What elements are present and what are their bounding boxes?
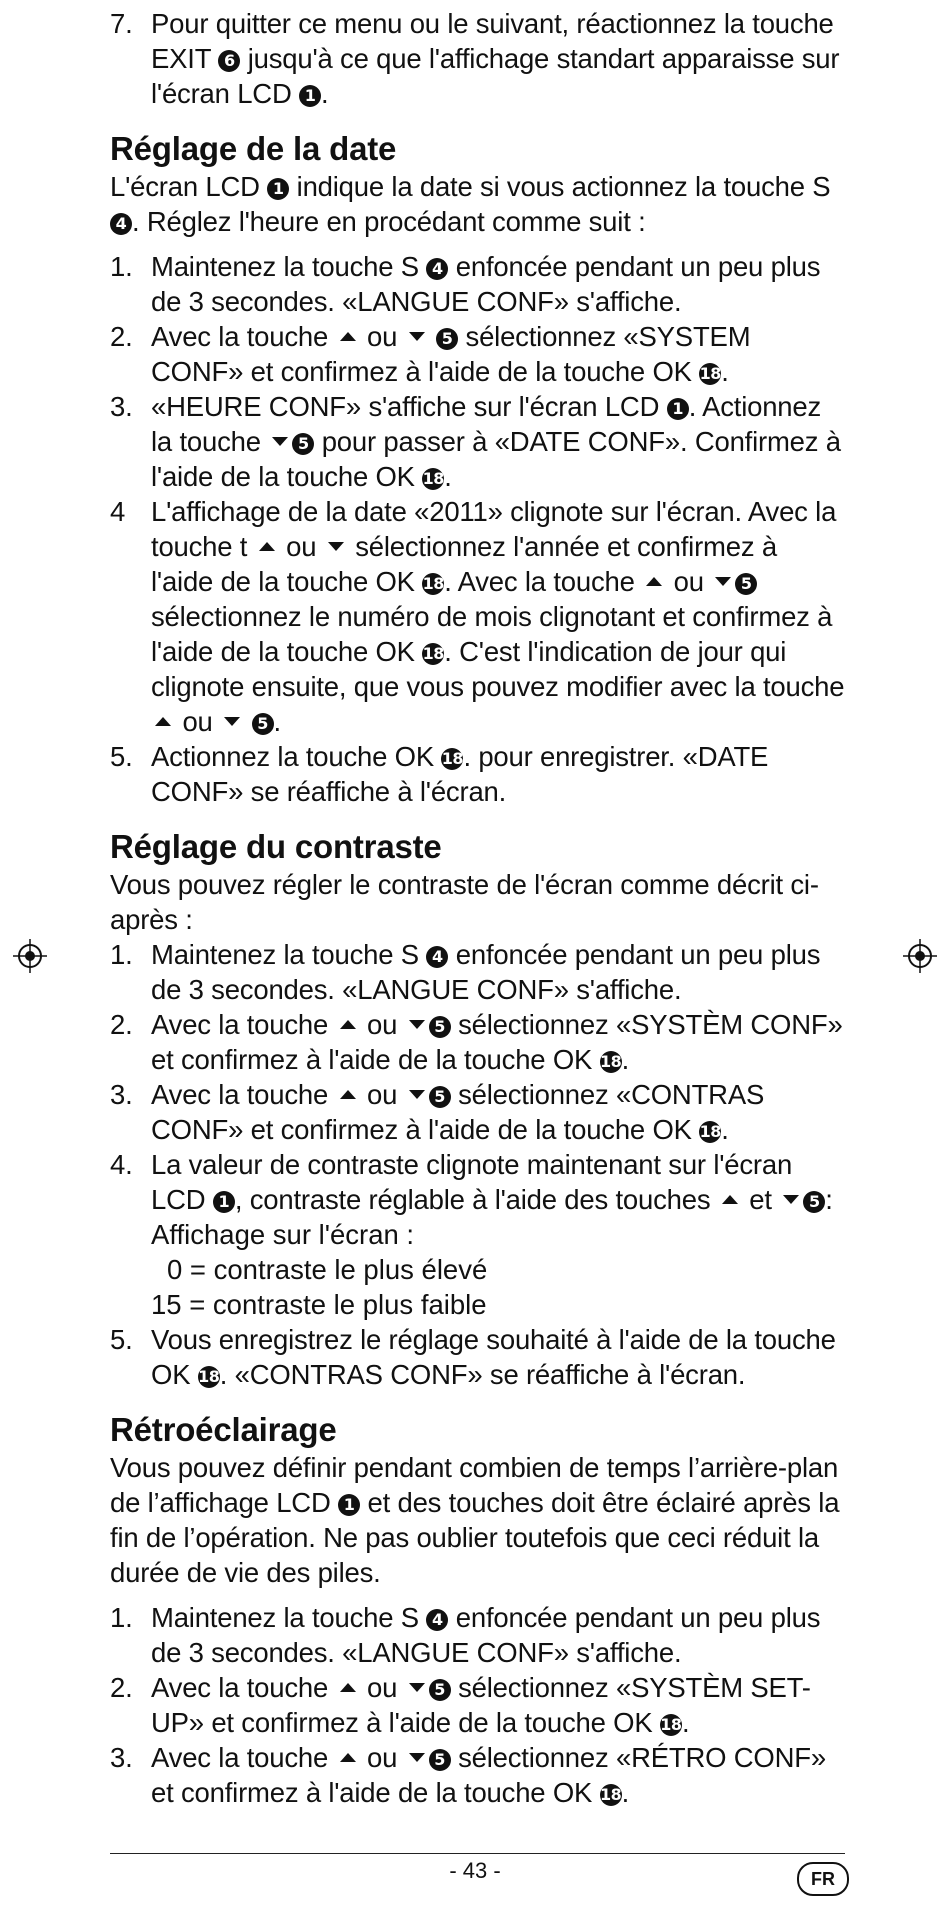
- list-item: 5. Actionnez la touche OK 18. pour enregistrer. «DATE CONF» se réaffiche à l'écran.: [110, 741, 769, 807]
- up-triangle-icon: [340, 1090, 356, 1099]
- callout-number-icon: 18: [422, 469, 444, 488]
- down-triangle-icon: [272, 437, 288, 446]
- manual-page: [110, 6, 845, 1810]
- up-triangle-icon: [340, 332, 356, 341]
- callout-number-icon: 5: [429, 1749, 451, 1771]
- contrast-value-high: 0 = contraste le plus élevé: [167, 1254, 488, 1285]
- registration-mark-icon: [12, 938, 48, 974]
- paragraph: Vous pouvez définir pendant combien de temps l’arrière-plan de l’affichage LCD 1 et des touches doit être éclairé après la fin de l’opération. Ne pas oublier toutefois que ceci réduit la durée de vie des piles.: [110, 1452, 840, 1588]
- footer-divider: [110, 1853, 845, 1854]
- callout-number-icon: 18: [198, 1367, 220, 1386]
- callout-number-icon: 5: [803, 1191, 825, 1213]
- list-item: 1. Maintenez la touche S 4 enfoncée pendant un peu plus de 3 secondes. «LANGUE CONF» s'affiche.: [110, 1602, 821, 1668]
- callout-number-icon: 6: [218, 50, 240, 72]
- callout-number-icon: 4: [426, 946, 448, 968]
- contrast-value-low: 15 = contraste le plus faible: [151, 1289, 487, 1320]
- language-badge: FR: [797, 1862, 849, 1896]
- up-triangle-icon: [340, 1753, 356, 1762]
- callout-number-icon: 4: [426, 1609, 448, 1631]
- callout-number-icon: 5: [436, 328, 458, 350]
- list-item: 3. «HEURE CONF» s'affiche sur l'écran LCD 1 . Actionnez la touche 5 pour passer à «DATE CONF». Confirmez à l'aide de la touche OK 18.: [110, 391, 841, 492]
- up-triangle-icon: [340, 1683, 356, 1692]
- list-item: 2. Avec la touche ou 5 sélectionnez «SYSTÈM SET-UP» et confirmez à l'aide de la touche OK 18.: [110, 1672, 811, 1738]
- list-item: 1. Maintenez la touche S 4 enfoncée pendant un peu plus de 3 secondes. «LANGUE CONF» s'affiche.: [110, 251, 821, 317]
- up-triangle-icon: [722, 1195, 738, 1204]
- down-triangle-icon: [409, 1683, 425, 1692]
- callout-number-icon: 1: [338, 1494, 360, 1516]
- down-triangle-icon: [409, 332, 425, 341]
- up-triangle-icon: [259, 542, 275, 551]
- list-item: 4. La valeur de contraste clignote maintenant sur l'écran LCD 1 , contraste réglable à l'aide des touches et 5 :: [110, 1149, 833, 1215]
- callout-number-icon: 5: [252, 713, 274, 735]
- list-item: 1. Maintenez la touche S 4 enfoncée pendant un peu plus de 3 secondes. «LANGUE CONF» s'affiche.: [110, 939, 821, 1005]
- list-item: 3. Avec la touche ou 5 sélectionnez «CONTRAS CONF» et confirmez à l'aide de la touche OK 18.: [110, 1079, 765, 1145]
- list-item: 2. Avec la touche ou 5 sélectionnez «SYSTÈM CONF» et confirmez à l'aide de la touche OK 18.: [110, 1009, 843, 1075]
- callout-number-icon: 1: [267, 178, 289, 200]
- down-triangle-icon: [409, 1020, 425, 1029]
- callout-number-icon: 18: [422, 644, 444, 663]
- callout-number-icon: 18: [699, 1122, 721, 1141]
- callout-number-icon: 5: [429, 1086, 451, 1108]
- down-triangle-icon: [783, 1195, 799, 1204]
- callout-number-icon: 4: [426, 258, 448, 280]
- list-item: 3. Avec la touche ou 5 sélectionnez «RÉTRO CONF» et confirmez à l'aide de la touche OK 18.: [110, 1742, 826, 1808]
- up-triangle-icon: [646, 577, 662, 586]
- down-triangle-icon: [409, 1090, 425, 1099]
- down-triangle-icon: [715, 577, 731, 586]
- up-triangle-icon: [340, 1020, 356, 1029]
- display-info: Affichage sur l'écran :: [151, 1219, 415, 1250]
- up-triangle-icon: [155, 717, 171, 726]
- section-heading: Réglage de la date: [110, 130, 397, 167]
- paragraph: L'écran LCD 1 indique la date si vous actionnez la touche S 4 . Réglez l'heure en procédant comme suit :: [110, 171, 831, 237]
- callout-number-icon: 18: [599, 1785, 622, 1804]
- callout-number-icon: 1: [667, 398, 689, 420]
- paragraph: Vous pouvez régler le contraste de l'écran comme décrit ci-après :: [110, 869, 819, 935]
- callout-number-icon: 18: [441, 749, 464, 768]
- list-item: 2. Avec la touche ou 5 sélectionnez «SYSTEM CONF» et confirmez à l'aide de la touche OK 18.: [110, 321, 751, 387]
- section-heading: Réglage du contraste: [110, 828, 442, 865]
- section-heading: Rétroéclairage: [110, 1411, 337, 1448]
- page-number: - 43 -: [449, 1858, 501, 1883]
- list-item: 7. Pour quitter ce menu ou le suivant, réactionnez la touche EXIT 6 jusqu'à ce que l'affichage standart apparaisse sur l'écran LCD 1 .: [110, 8, 840, 109]
- callout-number-icon: 5: [429, 1679, 451, 1701]
- list-item: 4 L'affichage de la date «2011» clignote sur l'écran. Avec la touche t ou sélectionnez l'année et confirmez à l'aide de la touche OK 18. Avec la touche ou 5 sélectionnez le numéro de mois clignotant et confirmez à l'aide de la touche OK 18. C'est l'indication de jour qui clignote ensuite, que vous pouvez modifier avec la touche ou 5 .: [110, 496, 845, 737]
- callout-number-icon: 5: [735, 573, 757, 595]
- callout-number-icon: 5: [429, 1016, 451, 1038]
- callout-number-icon: 18: [699, 364, 721, 383]
- list-item: 5. Vous enregistrez le réglage souhaité à l'aide de la touche OK 18. «CONTRAS CONF» se réaffiche à l'écran.: [110, 1324, 836, 1390]
- callout-number-icon: 18: [422, 574, 444, 593]
- registration-mark-icon: [902, 938, 938, 974]
- down-triangle-icon: [328, 542, 344, 551]
- item-number: 7.: [110, 8, 133, 39]
- callout-number-icon: 1: [299, 85, 321, 107]
- callout-number-icon: 4: [110, 213, 132, 235]
- down-triangle-icon: [409, 1753, 425, 1762]
- callout-number-icon: 18: [660, 1715, 682, 1734]
- callout-number-icon: 1: [213, 1191, 235, 1213]
- callout-number-icon: 18: [599, 1052, 622, 1071]
- callout-number-icon: 5: [292, 433, 314, 455]
- down-triangle-icon: [224, 717, 240, 726]
